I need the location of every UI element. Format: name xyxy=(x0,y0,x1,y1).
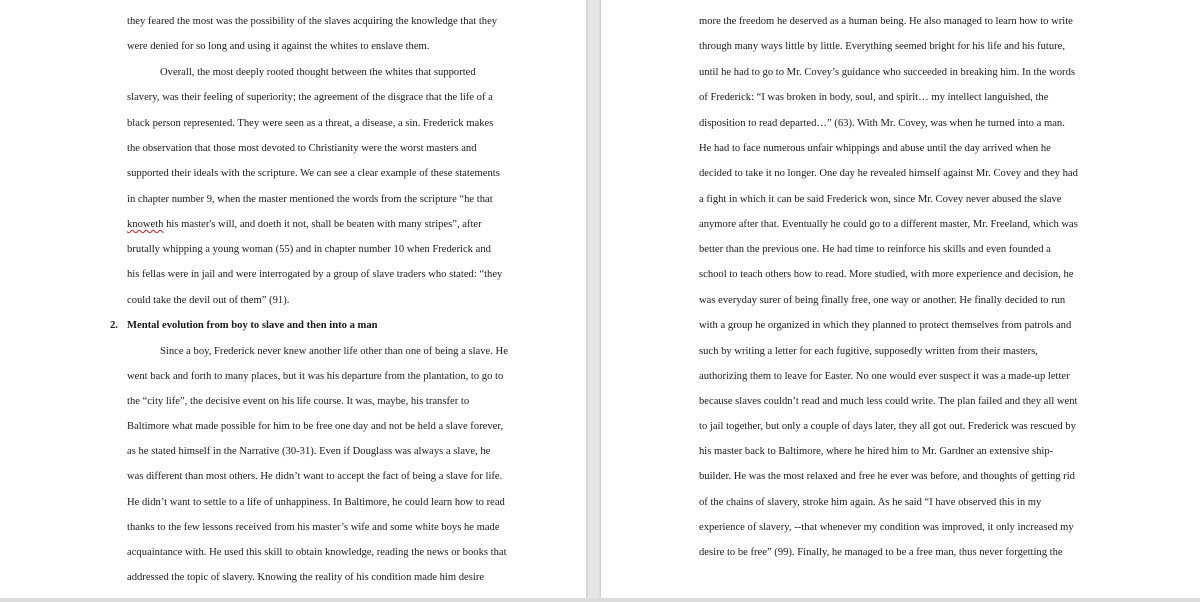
text-line: disposition to read departed…” (63). With Mr. Covey, was when he turned into a man. xyxy=(699,118,1065,129)
text-line-rest: his master's will, and doeth it not, shall be beaten with many stripes”, after xyxy=(163,219,482,230)
text-line: in chapter number 9, when the master mentioned the words from the scripture “he that xyxy=(127,194,493,205)
text-line: could take the devil out of them” (91). xyxy=(127,295,290,306)
text-line: better than the previous one. He had time to reinforce his skills and even founded a xyxy=(699,244,1051,255)
text-line: such by writing a letter for each fugitive, supposedly written from their masters, xyxy=(699,346,1038,357)
text-line: addressed the topic of slavery. Knowing the reality of his condition made him desire xyxy=(127,572,485,583)
text-line: his master back to Baltimore, where he hired him to Mr. Gardner an extensive ship- xyxy=(699,446,1054,457)
text-line: to jail together, but only a couple of days later, they all got out. Frederick was rescued by xyxy=(699,421,1076,432)
text-line: Baltimore what made possible for him to be free one day and not be held a slave forever, xyxy=(127,421,504,432)
text-line: his fellas were in jail and were interrogated by a group of slave traders who stated: “they xyxy=(127,269,503,280)
text-line: as he stated himself in the Narrative (30-31). Even if Douglass was always a slave, he xyxy=(127,446,491,457)
text-line: authorizing them to leave for Easter. No one would ever suspect it was a made-up letter xyxy=(699,371,1070,382)
text-line: supported their ideals with the scripture. We can see a clear example of these statements xyxy=(127,168,500,179)
text-line: of Frederick: “I was broken in body, soul, and spirit… my intellect languished, the xyxy=(699,92,1049,103)
spellcheck-word[interactable]: knoweth xyxy=(127,219,164,230)
text-line: more the freedom he deserved as a human being. He also managed to learn how to write xyxy=(699,16,1073,27)
text-line: anymore after that. Eventually he could go to a different master, Mr. Freeland, which was xyxy=(699,219,1078,230)
text-line: black person represented. They were seen as a threat, a disease, a sin. Frederick makes xyxy=(127,118,494,129)
text-line: the observation that those most devoted to Christianity were the worst masters and xyxy=(127,143,477,154)
text-line: they feared the most was the possibility of the slaves acquiring the knowledge that they xyxy=(127,16,498,27)
text-line: desire to be free” (99). Finally, he managed to be a free man, thus never forgetting the xyxy=(699,547,1063,558)
text-line: builder. He was the most relaxed and free he ever was before, and thoughts of getting rid xyxy=(699,471,1075,482)
text-line: of the chains of slavery, stroke him again. As he said “I have observed this in my xyxy=(699,497,1042,508)
section-heading-number: 2. xyxy=(110,320,118,331)
text-line: with a group he organized in which they planned to protect themselves from patrols and xyxy=(699,320,1072,331)
section-heading: Mental evolution from boy to slave and then into a man xyxy=(127,320,378,331)
text-line: a fight in which it can be said Frederick won, since Mr. Covey never abused the slave xyxy=(699,194,1062,205)
text-line: was different than most others. He didn’t want to accept the fact of being a slave for life. xyxy=(127,471,503,482)
text-line: the “city life”, the decisive event on his life course. It was, maybe, his transfer to xyxy=(127,396,470,407)
text-line: was everyday surer of being finally free, one way or another. He finally decided to run xyxy=(699,295,1066,306)
bottom-edge xyxy=(0,598,1200,602)
text-line: He didn’t want to settle to a life of unhappiness. In Baltimore, he could learn how to read xyxy=(127,497,505,508)
text-line: school to teach others how to read. More studied, with more experience and decision, he xyxy=(699,269,1074,280)
text-line: thanks to the few lessons received from his master’s wife and some white boys he made xyxy=(127,522,500,533)
document-page-left[interactable] xyxy=(0,0,587,598)
text-line: experience of slavery, --that whenever my condition was improved, it only increased my xyxy=(699,522,1074,533)
text-line: Since a boy, Frederick never knew another life other than one of being a slave. He xyxy=(160,346,508,357)
text-line: were denied for so long and using it against the whites to enslave them. xyxy=(127,41,430,52)
text-line: because slaves couldn’t read and much less could write. The plan failed and they all went xyxy=(699,396,1078,407)
text-line: brutally whipping a young woman (55) and in chapter number 10 when Frederick and xyxy=(127,244,491,255)
text-line: Overall, the most deeply rooted thought between the whites that supported xyxy=(160,67,476,78)
text-line xyxy=(127,218,482,232)
text-line: decided to take it no longer. One day he revealed himself against Mr. Covey and they had xyxy=(699,168,1078,179)
text-line: slavery, was their feeling of superiority; the agreement of the disgrace that the life of a xyxy=(127,92,493,103)
text-line: through many ways little by little. Everything seemed bright for his life and his future, xyxy=(699,41,1065,52)
text-line: He had to face numerous unfair whippings and abuse until the day arrived when he xyxy=(699,143,1051,154)
text-line: until he had to go to Mr. Covey’s guidance who succeeded in breaking him. In the words xyxy=(699,67,1075,78)
text-line: went back and forth to many places, but it was his departure from the plantation, to go to xyxy=(127,371,504,382)
document-page-right[interactable] xyxy=(600,0,1200,598)
text-line: acquaintance with. He used this skill to obtain knowledge, reading the news or books that xyxy=(127,547,507,558)
